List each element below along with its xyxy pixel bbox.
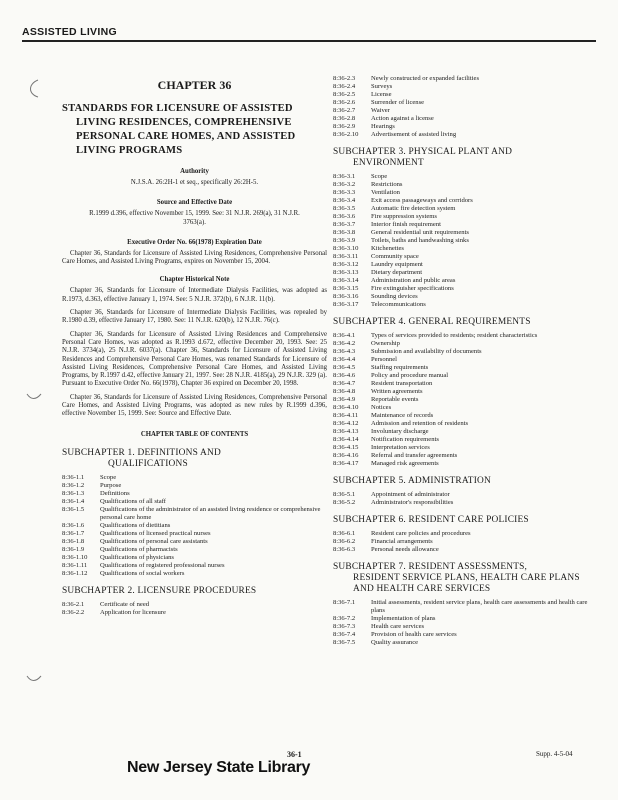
section-number: 8:36-1.3 <box>62 489 85 497</box>
section-number: 8:36-3.7 <box>333 221 356 228</box>
section-number: 8:36-2.4 <box>333 83 356 90</box>
section-title: Notices <box>371 404 392 411</box>
toc-entry <box>62 522 327 530</box>
toc-entry <box>333 623 599 631</box>
section-title: Resident transportation <box>371 380 433 387</box>
section-title: Interior finish requirement <box>371 221 441 228</box>
section-title: Provision of health care services <box>371 631 457 638</box>
section-number: 8:36-3.8 <box>333 229 356 236</box>
section-title: Reportable events <box>371 396 419 403</box>
toc-entry <box>333 396 599 404</box>
toc-entry <box>62 498 327 506</box>
section-number: 8:36-3.13 <box>333 269 359 276</box>
section-number: 8:36-2.7 <box>333 107 356 114</box>
toc-entry <box>333 364 599 372</box>
toc-entry <box>333 538 599 546</box>
toc-entry <box>62 601 327 609</box>
toc-entry <box>62 609 327 617</box>
section-title: Qualifications of pharmacists <box>100 545 178 553</box>
toc-entry <box>333 372 599 380</box>
header-rule <box>22 40 596 42</box>
section-number: 8:36-7.3 <box>333 623 356 630</box>
section-title: Policy and procedure manual <box>371 372 449 379</box>
section-number: 8:36-2.8 <box>333 115 356 122</box>
toc-entry <box>62 546 327 554</box>
toc-entry <box>333 340 599 348</box>
section-number: 8:36-2.5 <box>333 91 356 98</box>
history-paragraph: Chapter 36, Standards for Licensure of Assisted Living Residences, Comprehensive Personal Care Homes, and Assisted Living Programs, was adopted as new rules by R.1999 d.396, effective November 15, 1999. See: Source and Effective Date. <box>62 393 327 418</box>
section-number: 8:36-7.1 <box>333 599 356 606</box>
punch-hole-mark <box>24 668 44 688</box>
subchapter-heading-line: SUBCHAPTER 2. LICENSURE PROCEDURES <box>62 585 257 596</box>
toc-entry <box>62 562 327 570</box>
toc-entry <box>333 285 599 293</box>
section-list <box>333 491 599 507</box>
subchapter-heading <box>62 448 327 470</box>
section-title: Personnel <box>371 356 398 363</box>
subchapter-heading-line: RESIDENT SERVICE PLANS, HEALTH CARE PLANS AND HEALTH CARE SERVICES <box>353 573 580 594</box>
section-title: Hearings <box>371 123 395 130</box>
section-number: 8:36-1.1 <box>62 473 85 481</box>
history-paragraph: Chapter 36, Standards for Licensure of Intermediate Dialysis Facilities, was repealed by R.1980 d.39, effective January 17, 1980. See: 11 N.J.R. 620(b), 12 N.J.R. 76(c). <box>62 309 327 325</box>
subchapter-heading-line: SUBCHAPTER 7. RESIDENT ASSESSMENTS, <box>333 562 528 572</box>
section-title: Qualifications of all staff <box>100 497 166 505</box>
section-number: 8:36-5.1 <box>333 491 356 498</box>
toc-entry <box>333 460 599 468</box>
toc-entry <box>333 205 599 213</box>
section-number: 8:36-1.11 <box>62 561 88 569</box>
section-title: Scope <box>100 473 117 481</box>
toc-entry <box>333 99 599 107</box>
left-column <box>62 78 327 617</box>
toc-entry <box>333 631 599 639</box>
section-number: 8:36-4.11 <box>333 412 359 419</box>
section-number: 8:36-4.4 <box>333 356 356 363</box>
subchapter-heading <box>333 515 599 526</box>
chapter-number: CHAPTER 36 <box>157 78 232 92</box>
authority-text: N.J.S.A. 26:2H-1 et seq., specifically 26:2H-5. <box>130 179 259 186</box>
section-number: 8:36-4.2 <box>333 340 356 347</box>
section-number: 8:36-3.10 <box>333 245 359 252</box>
toc-entry <box>333 530 599 538</box>
toc-entry <box>333 221 599 229</box>
section-number: 8:36-3.6 <box>333 213 356 220</box>
toc-entry <box>333 131 599 139</box>
source-heading: Source and Effective Date <box>156 199 233 207</box>
section-number: 8:36-3.16 <box>333 293 359 300</box>
toc-entry <box>333 173 599 181</box>
toc-entry <box>62 570 327 578</box>
toc-entry <box>333 253 599 261</box>
subchapter-heading-line: SUBCHAPTER 1. DEFINITIONS AND <box>62 447 221 458</box>
section-title: Notification requirements <box>371 436 439 443</box>
section-number: 8:36-2.10 <box>333 131 359 138</box>
section-title: Qualifications of physicians <box>100 553 174 561</box>
section-number: 8:36-1.9 <box>62 545 85 553</box>
section-title: Newly constructed or expanded facilities <box>371 75 480 82</box>
section-title: Fire extinguisher specifications <box>371 285 454 292</box>
section-number: 8:36-1.5 <box>62 505 85 513</box>
library-stamp: New Jersey State Library <box>127 759 311 776</box>
section-number: 8:36-2.1 <box>62 600 85 608</box>
section-number: 8:36-2.9 <box>333 123 356 130</box>
section-title: Laundry equipment <box>371 261 423 268</box>
section-title: Qualifications of licensed practical nurses <box>100 529 211 537</box>
section-title: Qualifications of registered professional nurses <box>100 561 225 569</box>
section-number: 8:36-3.15 <box>333 285 359 292</box>
punch-hole-mark <box>24 78 44 98</box>
toc-entry <box>333 412 599 420</box>
section-number: 8:36-2.2 <box>62 608 85 616</box>
toc-entry <box>333 332 599 340</box>
section-title: Purpose <box>100 481 122 489</box>
section-title: Administrator's responsibilities <box>371 499 454 506</box>
section-number: 8:36-4.9 <box>333 396 356 403</box>
subchapter-heading <box>62 586 327 597</box>
toc-entry <box>333 189 599 197</box>
executive-order-text: Chapter 36, Standards for Licensure of Assisted Living Residences, Comprehensive Personal Care Homes, and Assisted Living Programs, expires on November 15, 2004. <box>62 249 327 266</box>
toc-entry <box>333 301 599 309</box>
section-title: Quality assurance <box>371 639 419 646</box>
toc-entry <box>333 293 599 301</box>
toc-entry <box>333 420 599 428</box>
section-title: Scope <box>371 173 388 180</box>
section-number: 8:36-7.2 <box>333 615 356 622</box>
section-title: Interpretation services <box>371 444 430 451</box>
subchapter-heading <box>333 147 599 169</box>
section-number: 8:36-3.1 <box>333 173 356 180</box>
toc-entry <box>333 499 599 507</box>
section-number: 8:36-1.7 <box>62 529 85 537</box>
toc-entry <box>333 75 599 83</box>
toc-entry <box>333 123 599 131</box>
section-number: 8:36-4.10 <box>333 404 359 411</box>
subchapter-heading-line: QUALIFICATIONS <box>108 458 188 469</box>
toc-entry <box>333 269 599 277</box>
section-title: Appointment of administrator <box>371 491 450 498</box>
section-number: 8:36-4.6 <box>333 372 356 379</box>
section-number: 8:36-4.14 <box>333 436 359 443</box>
section-title: Qualifications of the administrator of an assisted living residence or comprehensive personal care home <box>100 505 321 521</box>
subchapter-heading-line: SUBCHAPTER 3. PHYSICAL PLANT AND <box>333 147 513 157</box>
section-number: 8:36-4.3 <box>333 348 356 355</box>
section-title: Advertisement of assisted living <box>371 131 457 138</box>
page-number: 36-1 <box>287 750 302 759</box>
subchapter-heading-line: SUBCHAPTER 6. RESIDENT CARE POLICIES <box>333 515 529 525</box>
section-title: Submission and availability of documents <box>371 348 482 355</box>
section-title: Community space <box>371 253 419 260</box>
subchapter-heading <box>333 476 599 487</box>
subchapter-heading <box>333 562 599 595</box>
section-number: 8:36-7.5 <box>333 639 356 646</box>
section-number: 8:36-2.6 <box>333 99 356 106</box>
section-number: 8:36-3.11 <box>333 253 359 260</box>
right-column <box>333 75 599 647</box>
section-title: Qualifications of personal care assistants <box>100 537 208 545</box>
section-title: Fire suppression systems <box>371 213 437 220</box>
section-number: 8:36-4.5 <box>333 364 356 371</box>
toc-entry <box>333 356 599 364</box>
section-number: 8:36-6.2 <box>333 538 356 545</box>
section-title: Surveys <box>371 83 393 90</box>
section-title: Sounding devices <box>371 293 418 300</box>
history-paragraph: Chapter 36, Standards for Licensure of Assisted Living Residences and Comprehensive Personal Care Homes, was adopted as R.1993 d.672, effective December 20, 1993. See: 25 N.J.R. 3734(a), 25 N.J.R. 6037(a). Chapter 36, Standards for Licensure of Assisted Living Residences and Comprehensive Personal Care Homes, was renamed Standards for Licensure of Assisted Living Residences, Comprehensive Personal Care Homes, and Assisted Living Programs, by R.1997 d.42, effective January 21, 1997. See: 28 N.J.R. 4185(a), 29 N.J.R. 329 (a). Pursuant to Executive Order No. 66(1978), Chapter 36 expired on December 20, 1998. <box>62 330 327 388</box>
section-number: 8:36-3.5 <box>333 205 356 212</box>
section-list <box>333 173 599 309</box>
toc-entry <box>333 181 599 189</box>
section-title: Exit access passageways and corridors <box>371 197 473 204</box>
section-title: Maintenance of records <box>371 412 434 419</box>
section-number: 8:36-5.2 <box>333 499 356 506</box>
section-title: Initial assessments, resident service plans, health care assessments and health care plans <box>371 599 588 614</box>
history-heading: Chapter Historical Note <box>159 276 230 284</box>
section-title: Referral and transfer agreements <box>371 452 458 459</box>
section-title: Action against a license <box>371 115 434 122</box>
toc-entry <box>333 197 599 205</box>
section-number: 8:36-1.8 <box>62 537 85 545</box>
section-number: 8:36-4.16 <box>333 452 359 459</box>
section-number: 8:36-3.3 <box>333 189 356 196</box>
section-list <box>62 601 327 617</box>
section-title: Written agreements <box>371 388 423 395</box>
toc-entry <box>333 444 599 452</box>
section-title: Qualifications of dietitians <box>100 521 171 529</box>
subchapter-heading-line: ENVIRONMENT <box>353 158 424 168</box>
chapter-title: STANDARDS FOR LICENSURE OF ASSISTED LIVING RESIDENCES, COMPREHENSIVE PERSONAL CARE HOMES, AND ASSISTED LIVING PROGRAMS <box>62 103 296 156</box>
section-number: 8:36-1.4 <box>62 497 85 505</box>
section-title: Staffing requirements <box>371 364 429 371</box>
toc-entry <box>333 546 599 554</box>
section-title: Definitions <box>100 489 130 497</box>
toc-entry <box>333 91 599 99</box>
toc-entry <box>62 482 327 490</box>
toc-title: CHAPTER TABLE OF CONTENTS <box>140 430 249 438</box>
section-number: 8:36-1.10 <box>62 553 88 561</box>
section-title: Kitchenettes <box>371 245 404 252</box>
toc-entry <box>333 639 599 647</box>
section-title: Personal needs allowance <box>371 546 439 553</box>
subchapter-heading-line: SUBCHAPTER 5. ADMINISTRATION <box>333 476 491 486</box>
section-number: 8:36-6.1 <box>333 530 356 537</box>
section-title: Telecommunications <box>371 301 426 308</box>
toc-entry <box>333 261 599 269</box>
section-number: 8:36-6.3 <box>333 546 356 553</box>
section-title: Involuntary discharge <box>371 428 429 435</box>
section-number: 8:36-3.4 <box>333 197 356 204</box>
section-title: Admission and retention of residents <box>371 420 469 427</box>
section-number: 8:36-3.17 <box>333 301 359 308</box>
section-number: 8:36-2.3 <box>333 75 356 82</box>
section-title: Application for licensure <box>100 608 166 616</box>
section-number: 8:36-4.15 <box>333 444 359 451</box>
section-title: General residential unit requirements <box>371 229 469 236</box>
section-title: Dietary department <box>371 269 423 276</box>
section-title: Ownership <box>371 340 400 347</box>
supplement-date: Supp. 4-5-04 <box>536 750 573 758</box>
toc-entry <box>333 115 599 123</box>
toc-entry <box>333 229 599 237</box>
section-number: 8:36-4.8 <box>333 388 356 395</box>
toc-entry <box>333 436 599 444</box>
section-list <box>333 75 599 139</box>
section-title: Health care services <box>371 623 425 630</box>
section-title: Resident care policies and procedures <box>371 530 471 537</box>
toc-entry <box>333 491 599 499</box>
toc-entry <box>333 83 599 91</box>
section-number: 8:36-4.12 <box>333 420 359 427</box>
history-paragraph: Chapter 36, Standards for Licensure of Intermediate Dialysis Facilities, was adopted as R.1973, d.363, effective January 1, 1974. See: 5 N.J.R. 372(b), 6 N.J.R. 11(b). <box>62 287 327 303</box>
toc-entry <box>333 388 599 396</box>
section-number: 8:36-1.2 <box>62 481 85 489</box>
section-title: Toilets, baths and handwashing sinks <box>371 237 469 244</box>
section-list <box>333 599 599 647</box>
section-title: Surrender of license <box>371 99 425 106</box>
section-number: 8:36-3.14 <box>333 277 359 284</box>
section-number: 8:36-4.7 <box>333 380 356 387</box>
toc-entry <box>62 530 327 538</box>
punch-hole-mark <box>24 388 44 408</box>
subchapter-heading <box>333 317 599 328</box>
section-title: Restrictions <box>371 181 403 188</box>
toc-entry <box>333 107 599 115</box>
toc-entry <box>333 599 599 615</box>
section-list <box>333 332 599 468</box>
toc-entry <box>333 452 599 460</box>
section-number: 8:36-4.13 <box>333 428 359 435</box>
toc-entry <box>333 348 599 356</box>
toc-entry <box>333 213 599 221</box>
section-title: Automatic fire detection system <box>371 205 456 212</box>
section-title: Implementation of plans <box>371 615 436 622</box>
executive-order-heading: Executive Order No. 66(1978) Expiration Date <box>127 238 262 246</box>
source-text: R.1999 d.396, effective November 15, 1999. See: 31 N.J.R. 269(a), 31 N.J.R. 3763(a). <box>89 210 300 226</box>
section-number: 8:36-4.17 <box>333 460 359 467</box>
section-title: Qualifications of social workers <box>100 569 185 577</box>
toc-entry <box>62 490 327 498</box>
section-title: Types of services provided to residents; resident characteristics <box>371 332 538 339</box>
toc-entry <box>333 277 599 285</box>
section-title: Administration and public areas <box>371 277 456 284</box>
section-number: 8:36-1.6 <box>62 521 85 529</box>
subchapter-heading-line: SUBCHAPTER 4. GENERAL REQUIREMENTS <box>333 317 531 327</box>
toc-entry <box>62 538 327 546</box>
toc-entry <box>62 554 327 562</box>
section-number: 8:36-3.2 <box>333 181 356 188</box>
section-title: Managed risk agreements <box>371 460 439 467</box>
toc-entry <box>333 237 599 245</box>
section-number: 8:36-7.4 <box>333 631 356 638</box>
section-number: 8:36-3.9 <box>333 237 356 244</box>
toc-entry <box>333 245 599 253</box>
toc-entry <box>62 474 327 482</box>
section-title: Financial arrangements <box>371 538 433 545</box>
running-header: ASSISTED LIVING <box>22 26 117 38</box>
section-list <box>62 474 327 578</box>
toc-entry <box>333 404 599 412</box>
section-list <box>333 530 599 554</box>
toc-entry <box>333 615 599 623</box>
section-number: 8:36-1.12 <box>62 569 88 577</box>
toc-entry <box>333 428 599 436</box>
section-number: 8:36-3.12 <box>333 261 359 268</box>
section-number: 8:36-4.1 <box>333 332 356 339</box>
section-title: Ventilation <box>371 189 400 196</box>
authority-heading: Authority <box>180 168 209 175</box>
section-title: Waiver <box>371 107 390 114</box>
toc-entry <box>333 380 599 388</box>
toc-entry <box>62 506 327 522</box>
section-title: License <box>371 91 392 98</box>
section-title: Certificate of need <box>100 600 150 608</box>
